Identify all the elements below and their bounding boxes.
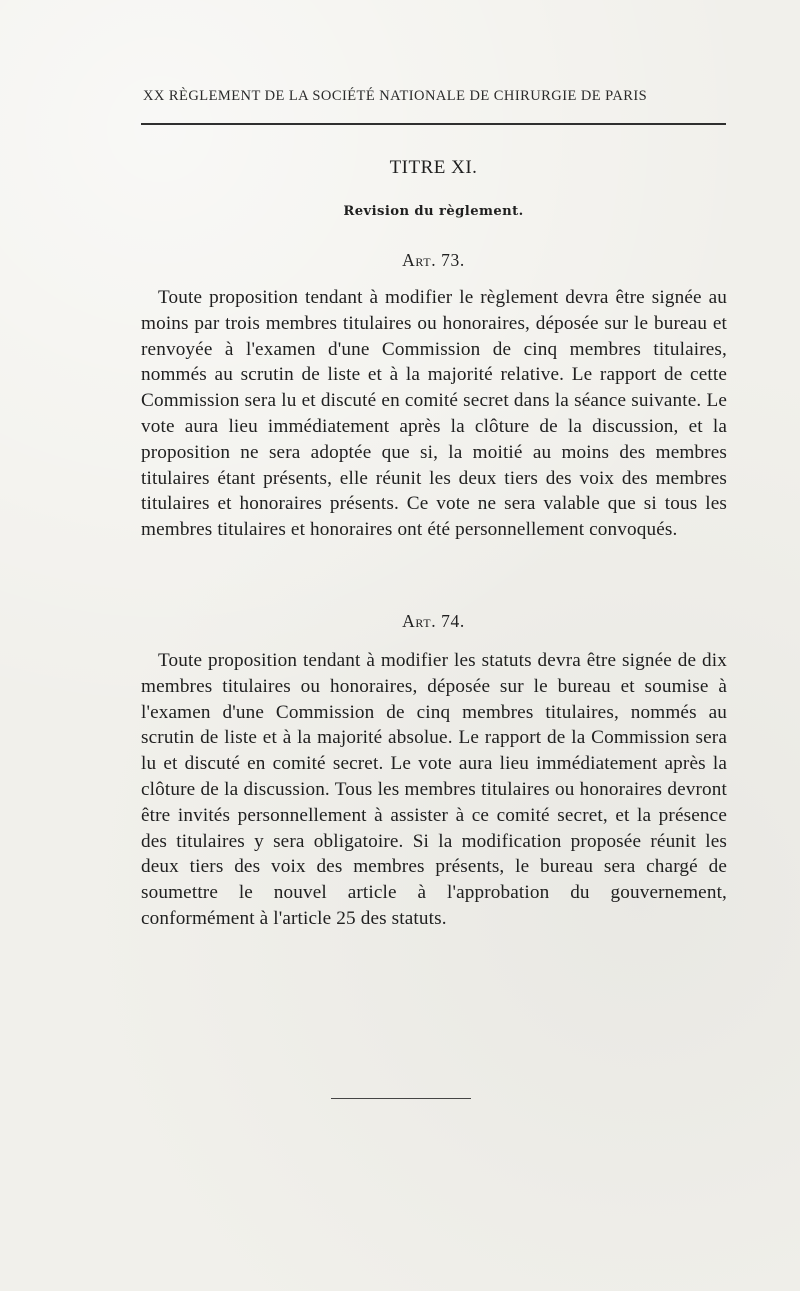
section-title: TITRE XI.	[389, 157, 478, 178]
article-74-heading	[0, 611, 800, 632]
end-rule	[331, 1098, 471, 1099]
section-subtitle: Revision du règlement.	[343, 204, 524, 219]
article-73-heading-text: Art. 73.	[402, 250, 465, 270]
running-head: XX RÈGLEMENT DE LA SOCIÉTÉ NATIONALE DE CHIRURGIE DE PARIS	[143, 88, 648, 104]
article-74-heading-text: Art. 74.	[402, 611, 465, 631]
article-73-heading	[0, 250, 800, 271]
article-74-body: Toute proposition tendant à modifier les statuts devra être signée de dix membres titulaires ou honoraires, déposée sur le bureau et soumise à l'examen d'une Commission de cinq membres titulaires, nommés au scrutin de liste et à la majorité absolue. Le rapport de la Commission sera lu et discuté en comité secret. Le vote aura lieu immédiatement après la clôture de la discussion. Tous les membres titulaires ou honoraires devront être invités personnellement à assister à ce comité secret, et la présence des titulaires y sera obligatoire. Si la modification proposée réunit les deux tiers des voix des membres présents, le bureau sera chargé de soumettre le nouvel article à l'approbation du gouvernement, conformément à l'article 25 des statuts.	[141, 650, 727, 929]
article-73-body: Toute proposition tendant à modifier le règlement devra être signée au moins par trois membres titulaires ou honoraires, déposée sur le bureau et renvoyée à l'examen d'une Commission de cinq membres titulaires, nommés au scrutin de liste et à la majorité relative. Le rapport de cette Commission sera lu et discuté en comité secret dans la séance suivante. Le vote aura lieu immédiatement après la clôture de la discussion, et la proposition ne sera adoptée que si, la moitié au moins des membres titulaires étant présents, elle réunit les deux tiers des voix des membres titulaires et honoraires présents. Ce vote ne sera valable que si tous les membres titulaires et honoraires ont été personnellement convoqués.	[141, 287, 727, 541]
article-74-text	[141, 648, 727, 932]
article-73-text	[141, 285, 727, 543]
header-rule	[141, 123, 726, 125]
